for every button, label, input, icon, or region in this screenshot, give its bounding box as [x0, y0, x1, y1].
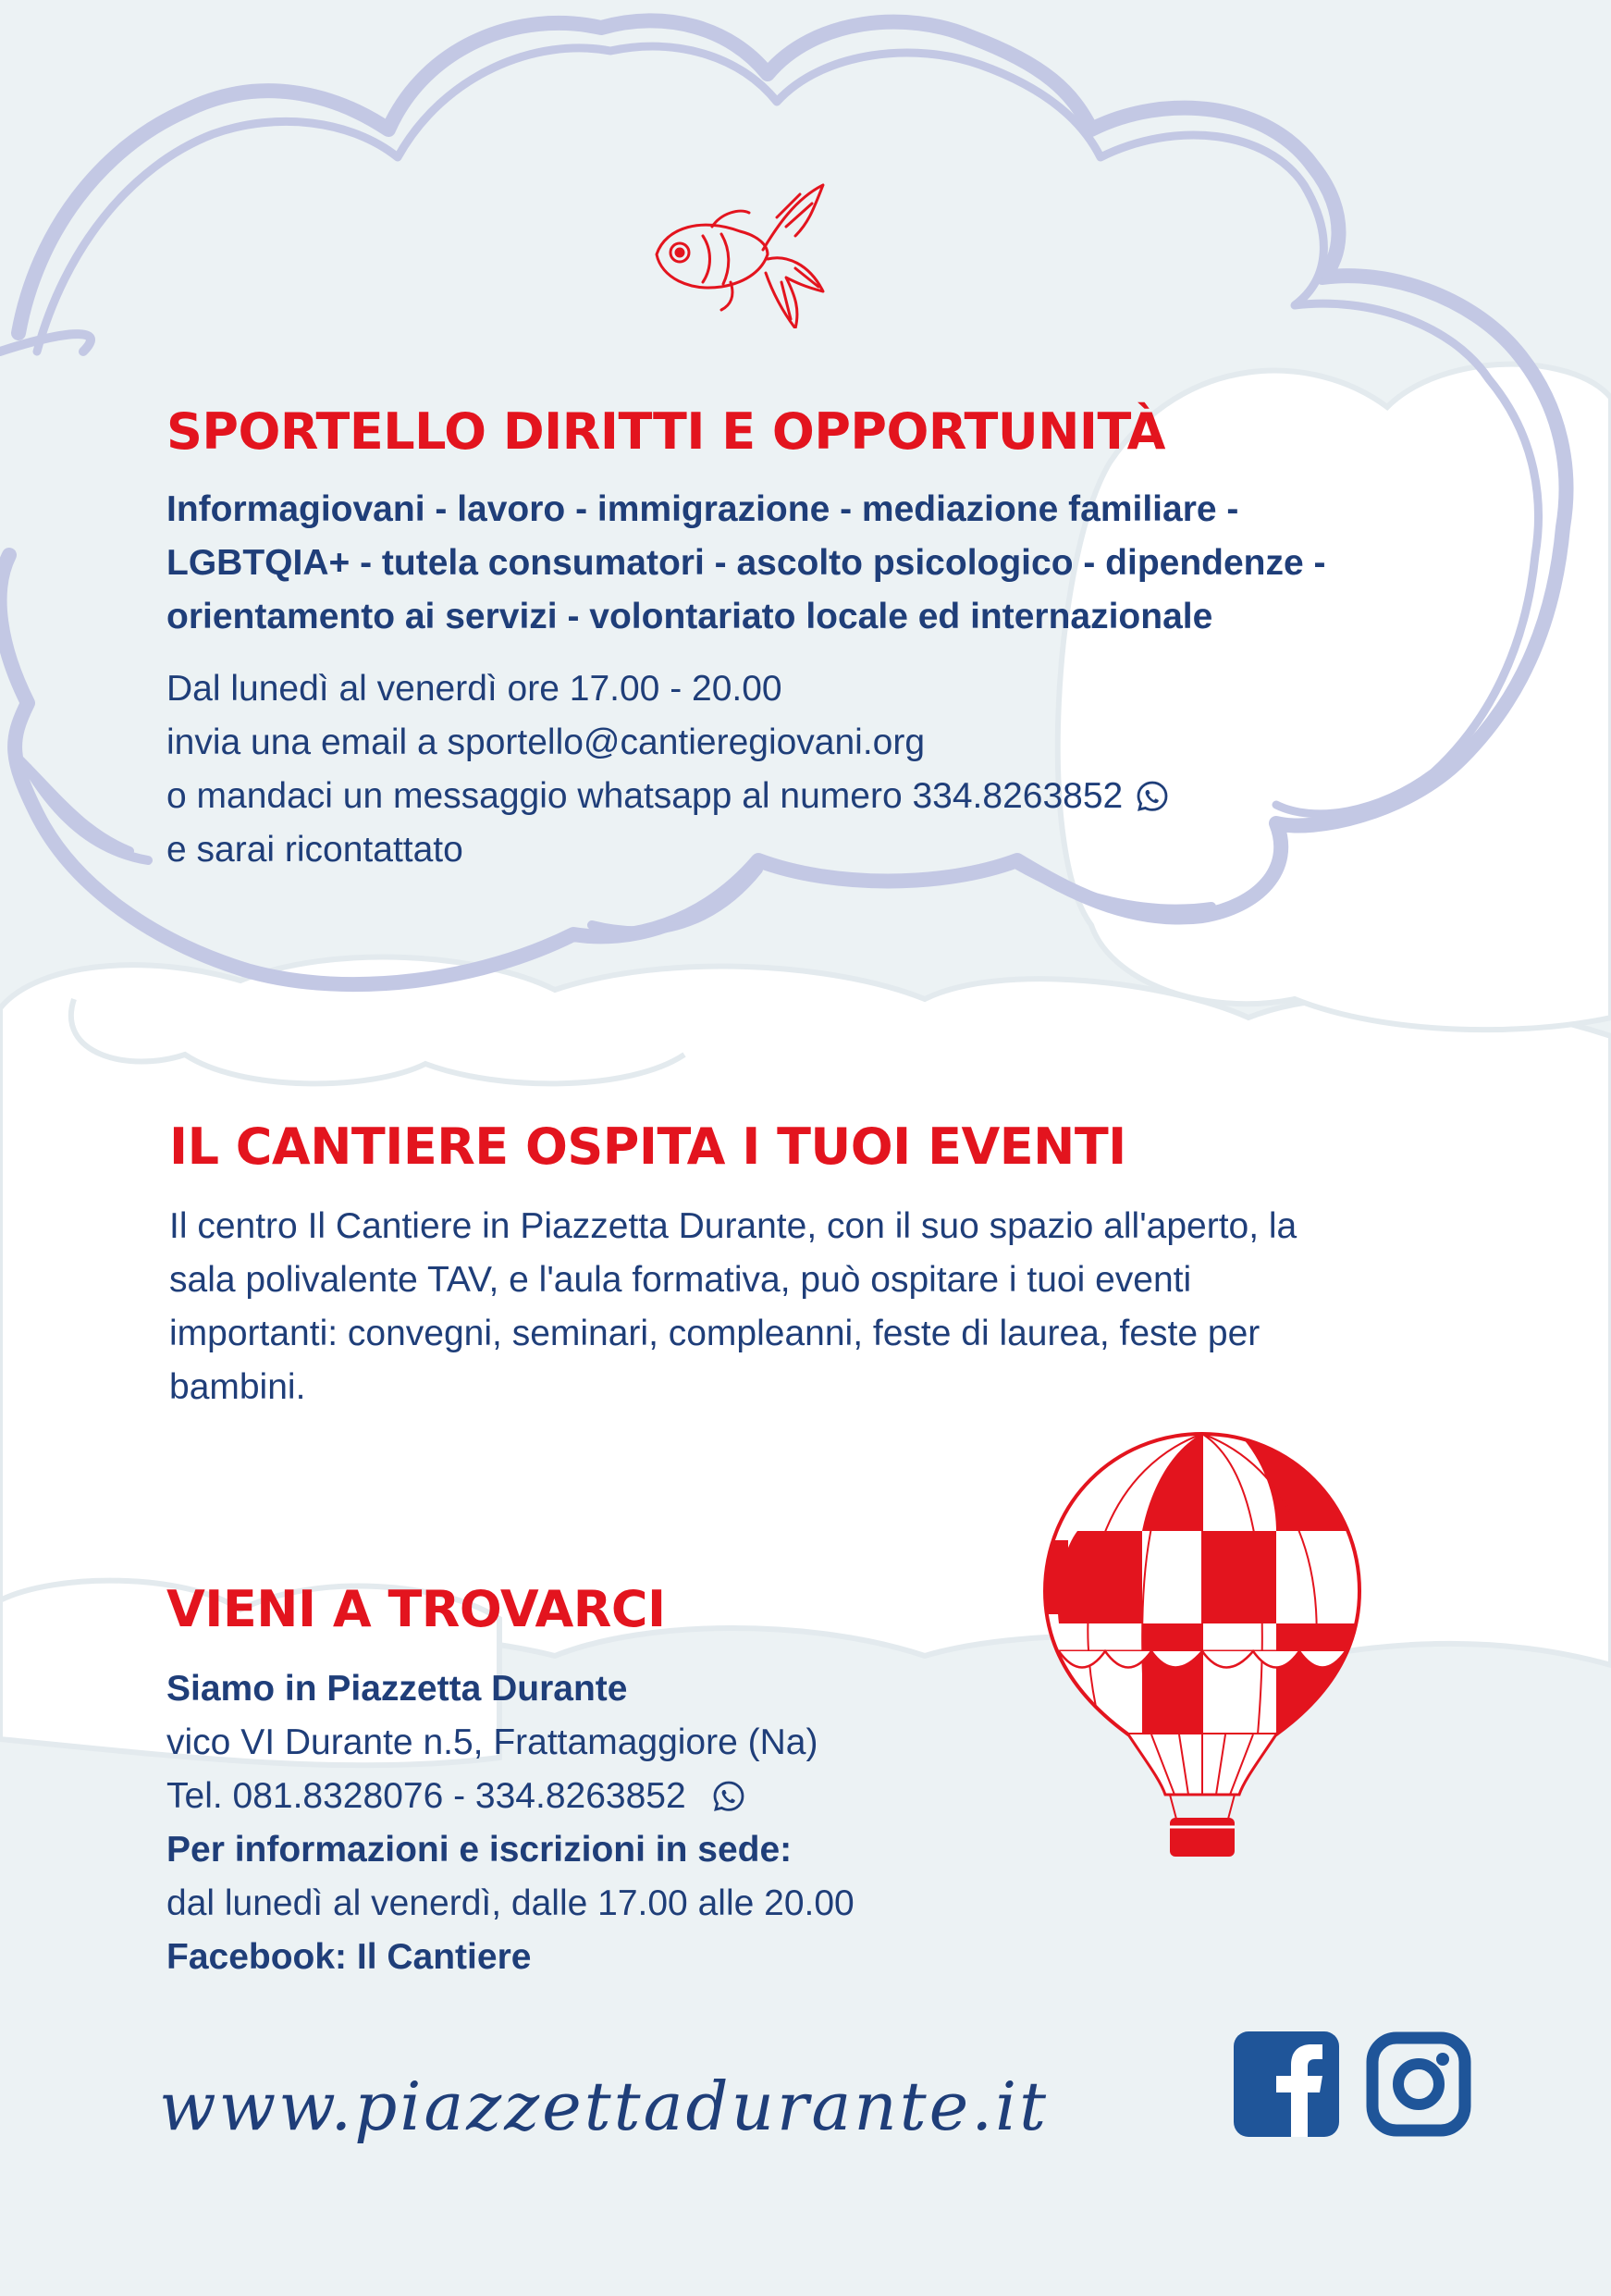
eventi-line: importanti: convegni, seminari, compleanni, feste di laurea, feste per [169, 1314, 1261, 1353]
trovarci-place: Siamo in Piazzetta Durante [166, 1669, 628, 1709]
eventi-line: Il centro Il Cantiere in Piazzetta Durante, con il suo spazio all'aperto, la [169, 1206, 1297, 1246]
trovarci-phone-line [166, 1770, 855, 1823]
trovarci-phone[interactable]: Tel. 081.8328076 - 334.8263852 [166, 1776, 686, 1816]
sportello-whatsapp-line [166, 770, 1326, 823]
trovarci-details [166, 1662, 855, 1984]
topics-line: Informagiovani - lavoro - immigrazione - mediazione familiare - [166, 489, 1239, 529]
eventi-line: bambini. [169, 1367, 306, 1407]
sportello-email[interactable]: invia una email a sportello@cantieregiovani.org [166, 722, 926, 762]
trovarci-address: vico VI Durante n.5, Frattamaggiore (Na) [166, 1722, 818, 1762]
sportello-hours: Dal lunedì al venerdì ore 17.00 - 20.00 [166, 669, 782, 709]
eventi-section [169, 1117, 1297, 1414]
sportello-recontact: e sarai ricontattato [166, 830, 463, 870]
trovarci-section [166, 1580, 855, 1984]
trovarci-info-label: Per informazioni e iscrizioni in sede: [166, 1830, 793, 1870]
sportello-topics [166, 483, 1326, 644]
sportello-section [166, 402, 1326, 877]
whatsapp-icon[interactable] [1136, 780, 1169, 813]
topics-line: LGBTQIA+ - tutela consumatori - ascolto psicologico - dipendenze - [166, 543, 1326, 583]
topics-line: orientamento ai servizi - volontariato locale ed internazionale [166, 597, 1213, 636]
trovarci-info-hours: dal lunedì al venerdì, dalle 17.00 alle 20.00 [166, 1883, 855, 1923]
website-link[interactable]: www.piazzettadurante.it [159, 2068, 1050, 2145]
sportello-contact [166, 662, 1326, 877]
eventi-description [169, 1200, 1297, 1414]
trovarci-facebook[interactable]: Facebook: Il Cantiere [166, 1937, 532, 1977]
hot-air-balloon-illustration [1040, 1429, 1364, 1873]
instagram-icon[interactable] [1366, 2031, 1471, 2137]
whatsapp-icon[interactable] [712, 1780, 745, 1813]
whatsapp-text[interactable]: o mandaci un messaggio whatsapp al numero 334.8263852 [166, 776, 1124, 816]
eventi-title: IL CANTIERE OSPITA I TUOI EVENTI [169, 1117, 1126, 1176]
goldfish-illustration [647, 180, 832, 328]
facebook-icon[interactable] [1234, 2031, 1339, 2137]
eventi-line: sala polivalente TAV, e l'aula formativa, può ospitare i tuoi eventi [169, 1260, 1192, 1300]
trovarci-title: VIENI A TROVARCI [166, 1580, 666, 1638]
sportello-title: SPORTELLO DIRITTI E OPPORTUNITÀ [166, 402, 1165, 461]
